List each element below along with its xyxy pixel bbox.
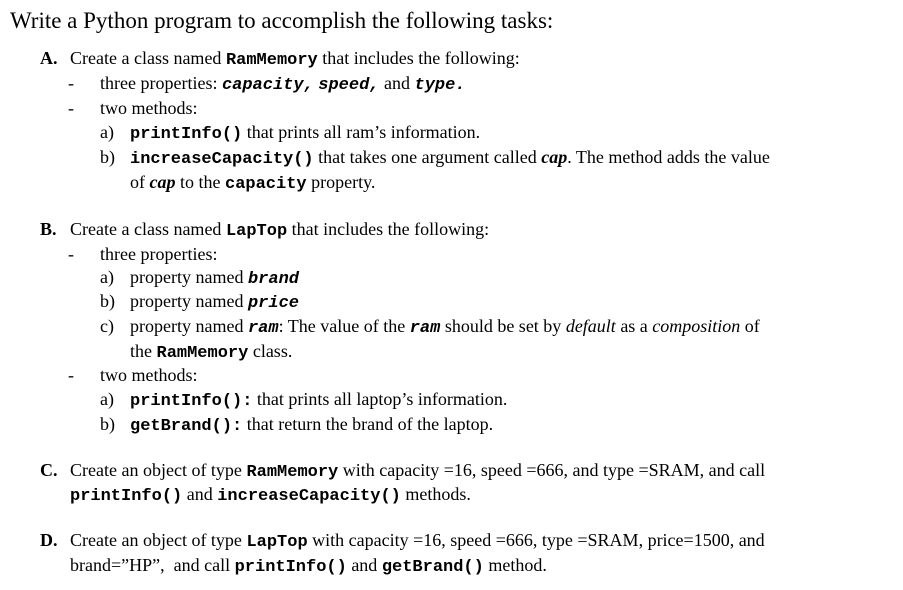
text-segment: method. (483, 555, 547, 575)
code-identifier: getBrand() (381, 558, 484, 577)
text-segment: that prints all laptop’s information. (252, 389, 508, 409)
list-marker: - (68, 244, 74, 264)
text-segment: . The method adds the value (567, 147, 770, 167)
text-line (100, 243, 217, 265)
text-segment: two methods: (100, 98, 198, 118)
list-marker: c) (100, 316, 114, 336)
text-line (70, 218, 489, 243)
code-identifier: capacity (225, 175, 307, 194)
text-line (100, 364, 198, 386)
code-identifier: brand (247, 270, 299, 289)
code-identifier: increaseCapacity() (217, 487, 401, 506)
list-marker: a) (100, 267, 114, 287)
list-marker: a) (100, 122, 114, 142)
code-identifier: printInfo(): (130, 392, 253, 411)
text-line (100, 72, 466, 97)
text-segment: property named (130, 316, 248, 336)
text-line (100, 97, 198, 119)
text-line (70, 47, 520, 72)
text-segment: of (130, 172, 150, 192)
text-line (70, 554, 547, 579)
list-marker: b) (100, 291, 115, 311)
text-line (70, 483, 471, 508)
text-line (130, 171, 375, 196)
section-label: D. (40, 530, 58, 550)
list-marker: - (68, 73, 74, 93)
text-line (130, 388, 507, 413)
text-line (130, 146, 770, 171)
list-marker: - (68, 365, 74, 385)
text-line (130, 121, 480, 146)
list-marker: a) (100, 389, 114, 409)
text-segment: to the (175, 172, 225, 192)
text-segment: of (740, 316, 760, 336)
code-identifier: speed, (318, 76, 380, 95)
code-identifier: LapTop (225, 222, 288, 241)
text-segment: Create an object of type (70, 530, 247, 550)
text-line (130, 413, 493, 438)
text-segment: with capacity =16, speed =666, and type =SRAM, and call (338, 460, 766, 480)
text-line (130, 340, 292, 365)
text-line (70, 529, 765, 554)
code-identifier: RamMemory (225, 51, 318, 70)
section-label: C. (40, 460, 58, 480)
text-line (130, 266, 299, 291)
text-segment: Create a class named (70, 219, 226, 239)
text-segment: brand=”HP”, and call (70, 555, 235, 575)
code-identifier: RamMemory (156, 344, 249, 363)
text-segment: : The value of the (278, 316, 410, 336)
text-segment: property. (306, 172, 376, 192)
text-segment: Create an object of type (70, 460, 247, 480)
text-segment: that prints all ram’s information. (242, 122, 481, 142)
text-line (130, 315, 760, 340)
code-identifier: price (247, 294, 299, 313)
text-segment: that includes the following: (287, 219, 490, 239)
text-segment: two methods: (100, 365, 198, 385)
text-line (130, 290, 299, 315)
text-segment: that takes one argument called (313, 147, 542, 167)
text-line (70, 459, 765, 484)
code-identifier: getBrand(): (130, 417, 243, 436)
text-segment: and (346, 555, 382, 575)
text-segment: Create a class named (70, 48, 226, 68)
text-segment: should be set by (440, 316, 566, 336)
code-identifier: increaseCapacity() (130, 150, 314, 169)
text-segment: that return the brand of the laptop. (242, 414, 494, 434)
text-segment: property named (130, 267, 248, 287)
text-segment: as a (615, 316, 653, 336)
code-identifier: type. (414, 76, 466, 95)
text-segment: the (130, 341, 157, 361)
list-marker: b) (100, 414, 115, 434)
list-marker: - (68, 98, 74, 118)
text-segment: three properties: (100, 73, 222, 93)
text-segment: that includes the following: (317, 48, 520, 68)
text-segment: three properties: (100, 244, 218, 264)
code-identifier: LapTop (246, 533, 308, 552)
code-identifier: printInfo() (70, 487, 183, 506)
text-segment: cap (541, 147, 568, 167)
text-segment: default (565, 316, 616, 336)
text-segment: and (182, 484, 218, 504)
text-segment: and (379, 73, 415, 93)
text-segment: cap (149, 172, 176, 192)
section-label: A. (40, 48, 58, 68)
list-marker: b) (100, 147, 115, 167)
text-segment: property named (130, 291, 248, 311)
text-segment: class. (248, 341, 293, 361)
code-identifier: printInfo() (130, 125, 243, 144)
code-identifier: RamMemory (246, 463, 339, 482)
text-segment: composition (652, 316, 741, 336)
page-title: Write a Python program to accomplish the following tasks: (10, 8, 554, 33)
section-label: B. (40, 219, 57, 239)
text-segment: methods. (400, 484, 471, 504)
code-identifier: ram (247, 319, 279, 338)
code-identifier: capacity, (221, 76, 314, 95)
code-identifier: printInfo() (234, 558, 347, 577)
code-identifier: ram (409, 319, 441, 338)
text-segment: with capacity =16, speed =666, type =SRAM, price=1500, and (307, 530, 765, 550)
